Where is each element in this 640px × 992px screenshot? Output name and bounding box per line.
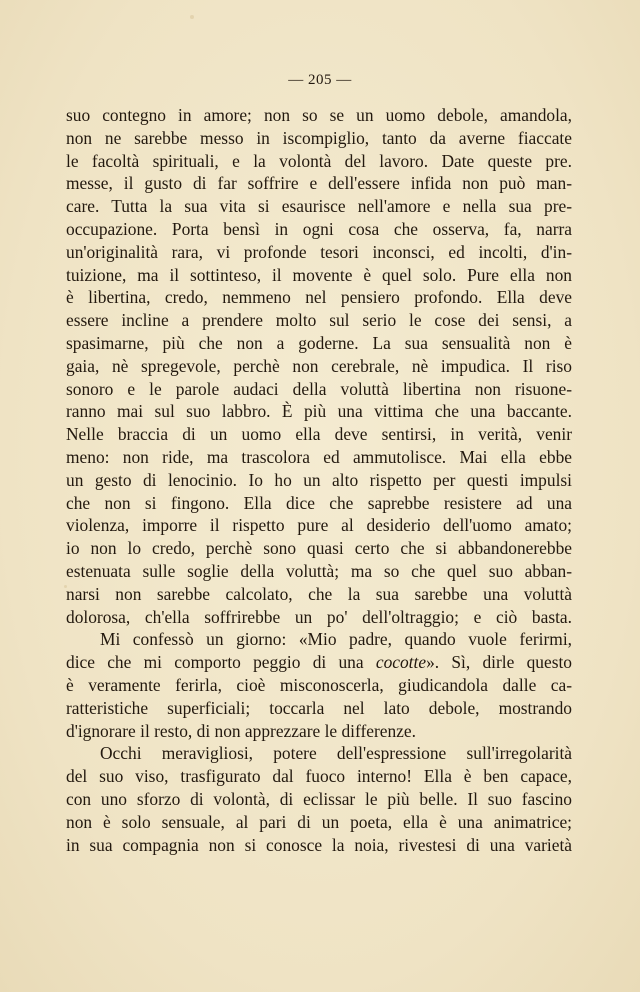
page-number: — 205 — bbox=[288, 72, 352, 88]
text-line: essere incline a prendere molto sul serio le cose dei sensi, a bbox=[66, 310, 572, 331]
text-line: dolorosa, ch'ella soffrirebbe un po' dell'oltraggio; e ciò basta. bbox=[66, 606, 572, 627]
text-line: in sua compagnia non si conosce la noia, rivestesi di una varietà bbox=[66, 834, 572, 855]
text-line: non ne sarebbe messo in iscompiglio, tanto da averne fiaccate bbox=[66, 127, 572, 148]
text-line: è libertina, credo, nemmeno nel pensiero profondo. Ella deve bbox=[66, 287, 572, 308]
text-line: le facoltà spirituali, e la volontà del lavoro. Date queste pre. bbox=[66, 150, 572, 171]
text-line: violenza, imporre il rispetto pure al desiderio dell'uomo amato; bbox=[66, 515, 572, 536]
paragraph-2 bbox=[66, 628, 572, 742]
text-line: suo contegno in amore; non so se un uomo debole, amandola, bbox=[66, 105, 572, 125]
text-line: narsi non sarebbe calcolato, che la sua sarebbe una voluttà bbox=[66, 583, 572, 604]
text-line: sonoro e le parole audaci della voluttà libertina non risuone- bbox=[66, 378, 572, 399]
text-line: Mi confessò un giorno: «Mio padre, quando vuole ferirmi, bbox=[100, 629, 572, 650]
body-text bbox=[66, 104, 572, 856]
paragraph-3 bbox=[66, 742, 572, 856]
text-line: occupazione. Porta bensì in ogni cosa che osserva, fa, narra bbox=[66, 218, 572, 239]
text-line: gaia, nè spregevole, perchè non cerebrale, nè impudica. Il riso bbox=[66, 355, 572, 376]
text-line: è veramente ferirla, cioè misconoscerla, giudicandola dalle ca- bbox=[66, 674, 572, 695]
text-line: spasimarne, più che non a goderne. La sua sensualità non è bbox=[66, 332, 572, 353]
text-line: messe, il gusto di far soffrire e dell'essere infida non può man- bbox=[66, 173, 572, 194]
text-line: meno: non ride, ma trascolora ed ammutolisce. Mai ella ebbe bbox=[66, 446, 572, 467]
text-line: estenuata sulle soglie della voluttà; ma so che quel suo abban- bbox=[66, 560, 572, 581]
text-line: che non si fingono. Ella dice che saprebbe resistere ad una bbox=[66, 492, 572, 513]
text-line: un gesto di lenocinio. Io ho un alto rispetto per questi impulsi bbox=[66, 469, 572, 490]
text-line: io non lo credo, perchè sono quasi certo che si abbandonerebbe bbox=[66, 538, 572, 559]
text-line: Nelle braccia di un uomo ella deve sentirsi, in verità, venir bbox=[66, 424, 572, 445]
text-line bbox=[66, 651, 572, 674]
paper-spot bbox=[190, 15, 194, 19]
paragraph-1 bbox=[66, 104, 572, 628]
text-line: d'ignorare il resto, di non apprezzare le differenze. bbox=[66, 720, 416, 741]
text-line: ratteristiche superficiali; toccarla nel lato debole, mostrando bbox=[66, 697, 572, 718]
text-line: care. Tutta la sua vita si esaurisce nell'amore e nella sua pre- bbox=[66, 196, 572, 217]
text-line: tuizione, ma il sottinteso, il movente è quel solo. Pure ella non bbox=[66, 264, 572, 285]
text-line: non è solo sensuale, al pari di un poeta, ella è una animatrice; bbox=[66, 811, 572, 832]
text-segment: dice che mi comporto peggio di una bbox=[66, 652, 376, 673]
italic-word: cocotte bbox=[375, 652, 427, 673]
text-line: del suo viso, trasfigurato dal fuoco interno! Ella è ben capace, bbox=[66, 766, 572, 787]
text-line: ranno mai sul suo labbro. È più una vittima che una baccante. bbox=[66, 401, 572, 422]
text-line: un'originalità rara, vi profonde tesori inconsci, ed incolti, d'in- bbox=[66, 241, 572, 262]
text-segment: ». Sì, dirle questo bbox=[426, 652, 572, 673]
text-line: Occhi meravigliosi, potere dell'espressione sull'irregolarità bbox=[100, 743, 572, 764]
text-line: con uno sforzo di volontà, di eclissar le più belle. Il suo fascino bbox=[66, 788, 572, 809]
